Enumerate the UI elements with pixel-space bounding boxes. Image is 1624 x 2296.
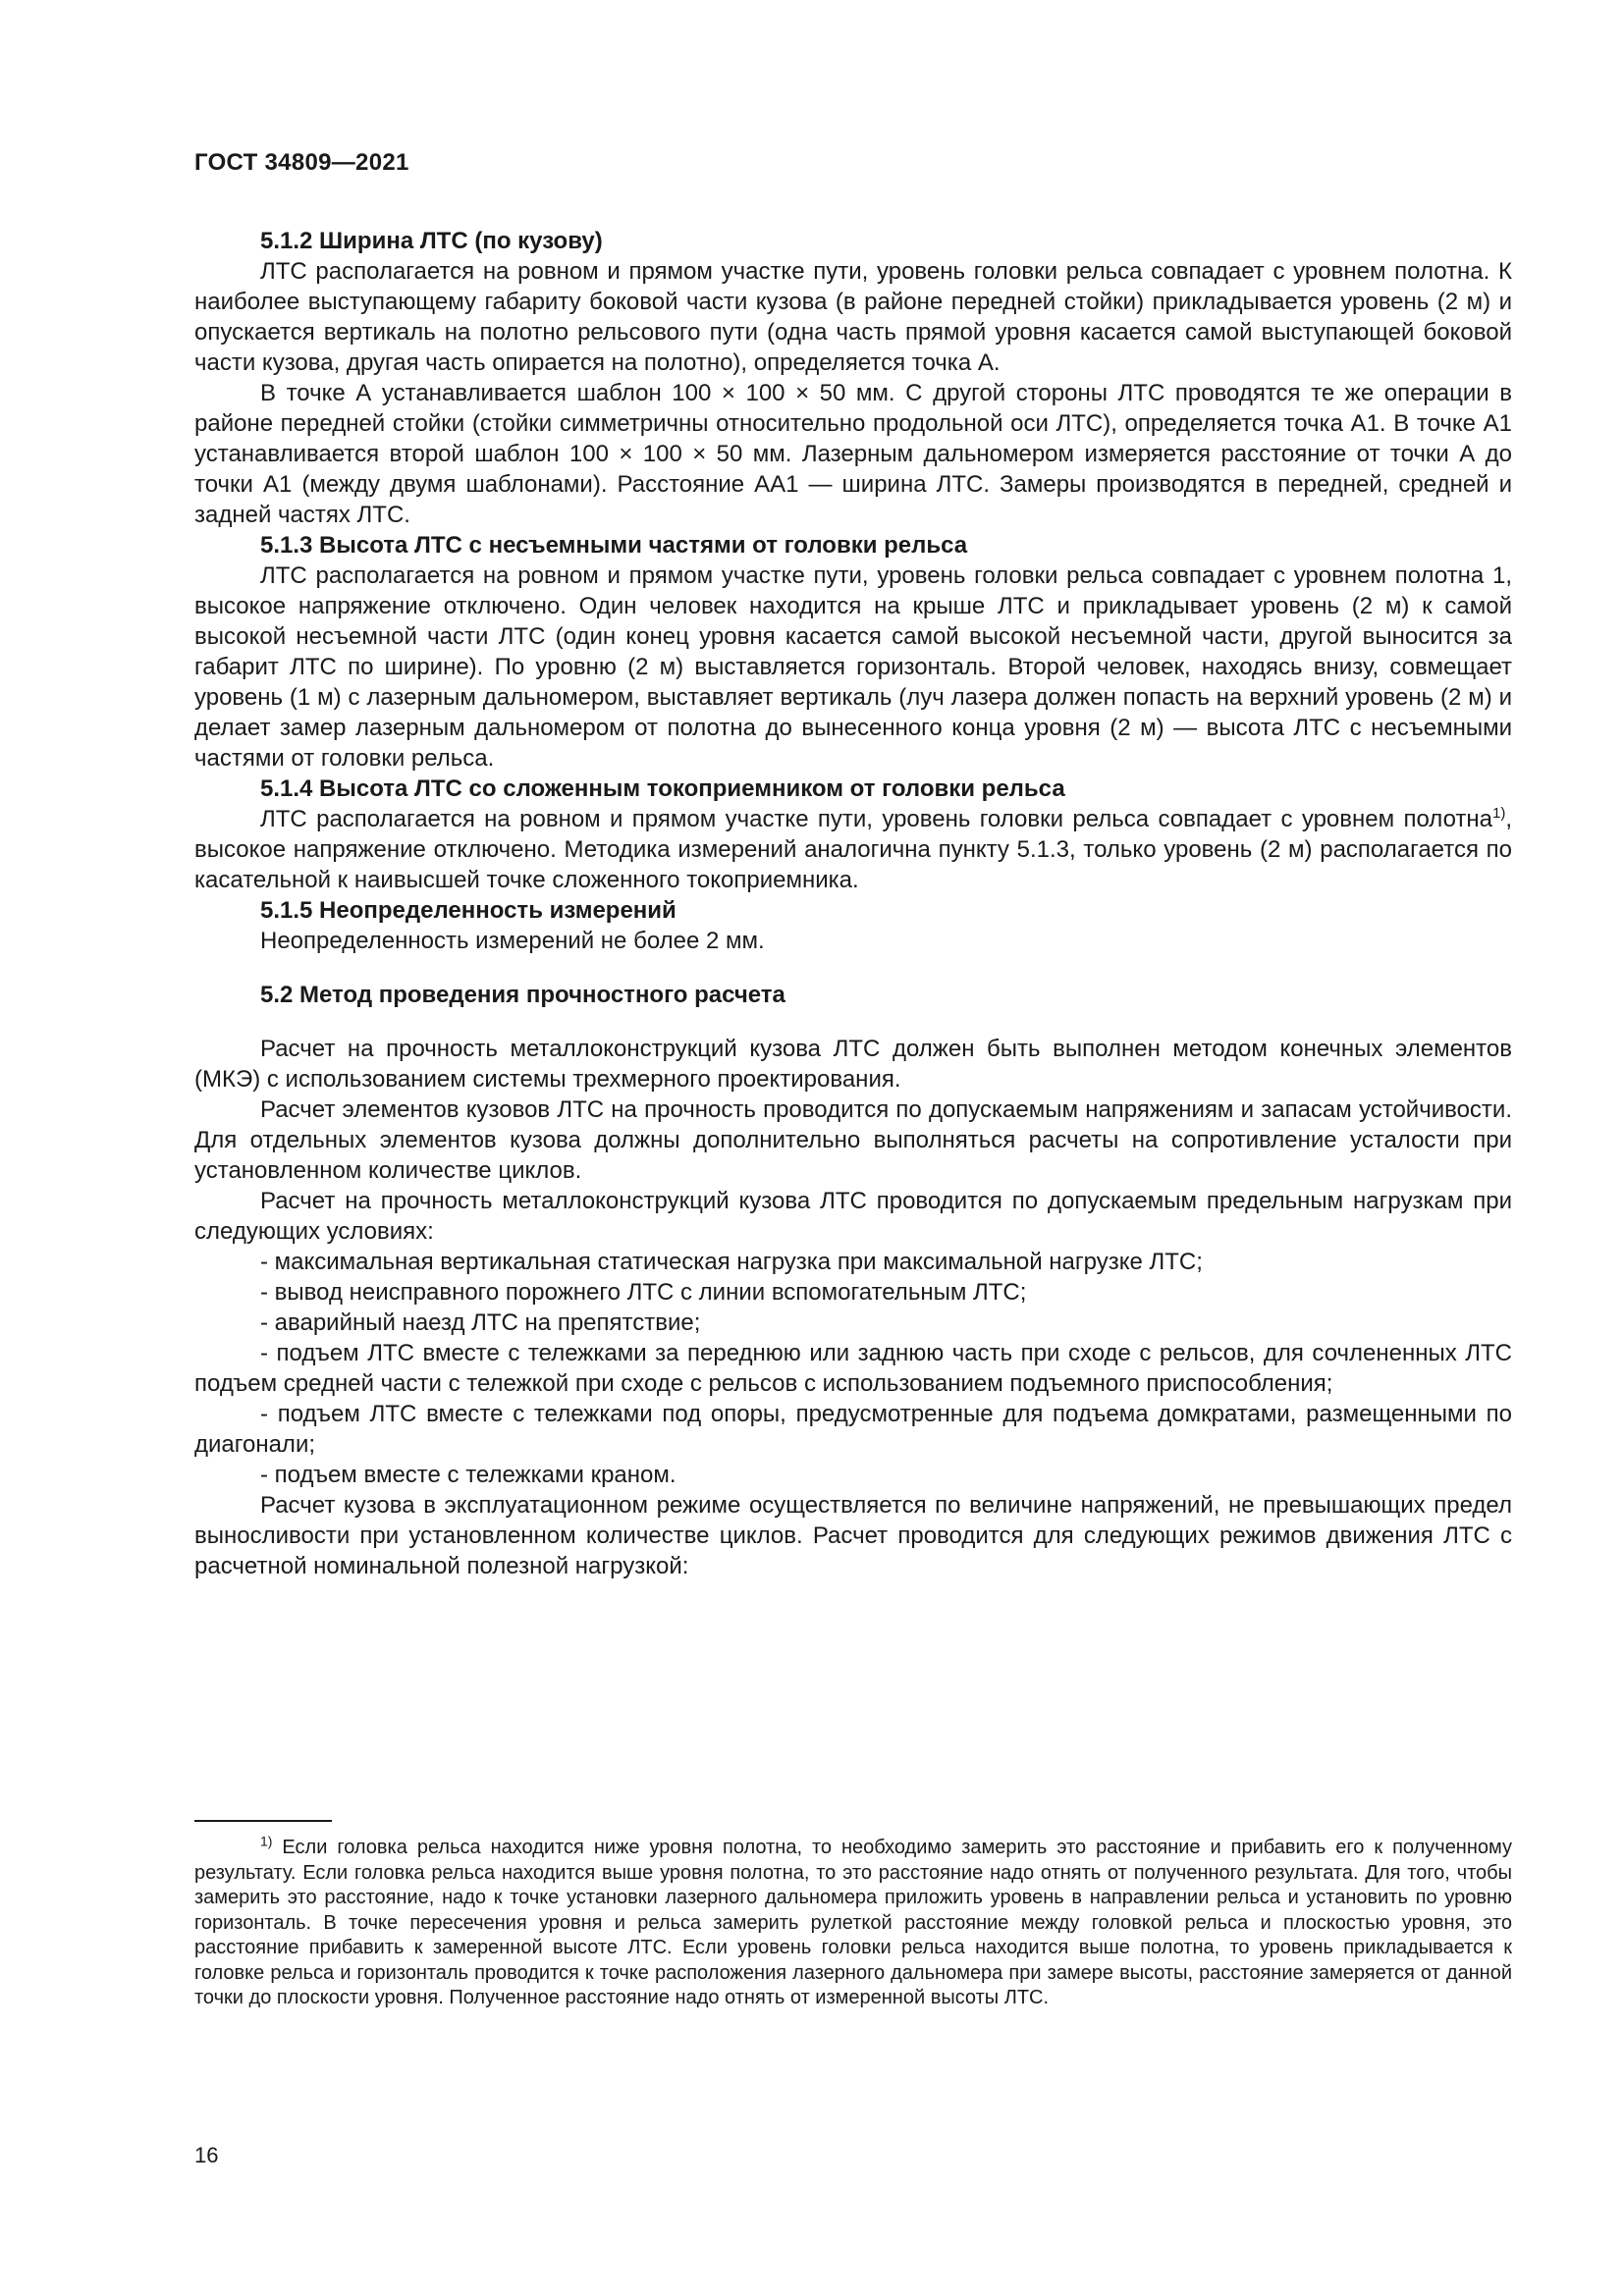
paragraph: В точке А устанавливается шаблон 100 × 100 × 50 мм. С другой стороны ЛТС проводятся те же операции в районе передней стойки (стойки симметричны относительно продольной оси ЛТС), определяется точка А1. В точке А1 устанавливается второй шаблон 100 × 100 × 50 мм. Лазерным дальномером измеряется расстояние от точки А до точки А1 (между двумя шаблонами). Расстояние АА1 — ширина ЛТС. Замеры производятся в передней, средней и задней частях ЛТС. [194,380,1512,528]
section-heading-5-1-2: 5.1.2 Ширина ЛТС (по кузову) [260,228,603,254]
paragraph: ЛТС располагается на ровном и прямом участке пути, уровень головки рельса совпадает с уровнем полотна. К наиболее выступающему габариту боковой части кузова (в районе передней стойки) прикладывается уровень (2 м) и опускается вертикаль на полотно рельсового пути (одна часть прямой уровня касается самой выступающей боковой части кузова, другая часть опирается на полотно), определяется точка А. [194,258,1512,376]
paragraph: Неопределенность измерений не более 2 мм. [260,928,765,954]
list-item: - вывод неисправного порожнего ЛТС с линии вспомогательным ЛТС; [260,1279,1027,1306]
paragraph-text: ЛТС располагается на ровном и прямом участке пути, уровень головки рельса совпадает с уровнем полотна [260,806,1492,832]
list-item: - подъем ЛТС вместе с тележками за переднюю или заднюю часть при сходе с рельсов, для сочлененных ЛТС подъем средней части с тележкой при сходе с рельсов с использованием подъемного приспособления; [194,1340,1512,1397]
list-item: - подъем ЛТС вместе с тележками под опоры, предусмотренные для подъема домкратами, размещенными по диагонали; [194,1401,1512,1458]
paragraph: Расчет на прочность металлоконструкций кузова ЛТС должен быть выполнен методом конечных элементов (МКЭ) с использованием системы трехмерного проектирования. [194,1036,1512,1093]
paragraph-text: , высокое напряжение отключено. Методика измерений аналогична пункту 5.1.3, только уровень (2 м) располагается по касательной к наивысшей точке сложенного токоприемника. [194,806,1512,893]
paragraph [194,804,1512,895]
footnote-divider [194,1820,332,1822]
list-item: - аварийный наезд ЛТС на препятствие; [260,1309,701,1336]
section-heading-5-1-3: 5.1.3 Высота ЛТС с несъемными частями от головки рельса [260,532,968,559]
paragraph: Расчет элементов кузовов ЛТС на прочность проводится по допускаемым напряжениям и запасам устойчивости. Для отдельных элементов кузова должны дополнительно выполняться расчеты на сопротивление усталости при установленном количестве циклов. [194,1096,1512,1184]
paragraph: Расчет кузова в эксплуатационном режиме осуществляется по величине напряжений, не превышающих предел выносливости при установленном количестве циклов. Расчет проводится для следующих режимов движения ЛТС с расчетной номинальной полезной нагрузкой: [194,1492,1512,1579]
paragraph: ЛТС располагается на ровном и прямом участке пути, уровень головки рельса совпадает с уровнем полотна 1, высокое напряжение отключено. Один человек находится на крыше ЛТС и прикладывает уровень (2 м) к самой высокой несъемной части ЛТС (один конец уровня касается самой высокой несъемной части, другой выносится за габарит ЛТС по ширине). По уровню (2 м) выставляется горизонталь. Второй человек, находясь внизу, совмещает уровень (1 м) с лазерным дальномером, выставляет вертикаль (луч лазера должен попасть на верхний уровень (2 м) и делает замер лазерным дальномером от полотна до вынесенного конца уровня (2 м) — высота ЛТС с несъемными частями от головки рельса. [194,562,1512,772]
document-code: ГОСТ 34809—2021 [194,149,409,176]
section-heading-5-1-5: 5.1.5 Неопределенность измерений [260,897,677,924]
section-heading-5-1-4: 5.1.4 Высота ЛТС со сложенным токоприемником от головки рельса [260,775,1065,802]
page-number: 16 [194,2143,219,2167]
footnote-text [194,1833,1512,2011]
list-item: - подъем вместе с тележками краном. [260,1462,677,1488]
document-body [194,226,1512,1581]
list-item: - максимальная вертикальная статическая нагрузка при максимальной нагрузке ЛТС; [260,1249,1203,1275]
footnote-marker: 1) [260,1833,273,1849]
section-heading-5-2: 5.2 Метод проведения прочностного расчета [260,982,785,1008]
footnote-reference: 1) [1491,805,1506,822]
footnote-body: Если головка рельса находится ниже уровня полотна, то необходимо замерить это расстояние и прибавить его к полученному результату. Если головка рельса находится выше уровня полотна, то это расстояние надо отнять от полученного результата. Для того, чтобы замерить это расстояние, надо к точке установки лазерного дальномера приложить уровень в направлении рельса и установить по уровню горизонталь. В точке пересечения уровня и рельса замерить рулеткой расстояние между головкой рельса и плоскостью уровня, это расстояние прибавить к замеренной высоте ЛТС. Если уровень головки рельса находится выше полотна, то уровень прикладывается к головке рельса и горизонталь проводится к точке расположения лазерного дальномера при замере высоты, расстояние замеряется от данной точки до плоскости уровня. Полученное расстояние надо отнять от измеренной высоты ЛТС. [194,1837,1512,2008]
footnote [194,1833,1512,2011]
paragraph: Расчет на прочность металлоконструкций кузова ЛТС проводится по допускаемым предельным нагрузкам при следующих условиях: [194,1188,1512,1245]
